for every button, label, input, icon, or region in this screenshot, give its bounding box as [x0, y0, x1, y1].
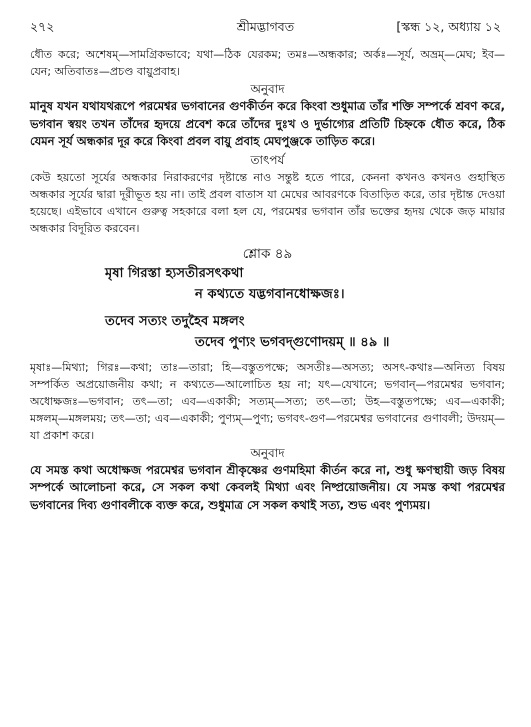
chapter-reference: [স্কন্ধ ১২, অধ্যায় ১২	[396, 19, 501, 34]
synonyms-text: মৃষাঃ—মিথ্যা; গিরঃ—কথা; তাঃ—তারা; হি—বস্তুতপক্ষে; অসতীঃ—অসত্য; অসৎ-কথাঃ—অনিত্য বিষয় সম্পর্কিত অপ্রয়োজনীয় কথা; ন কথ্যতে—আলোচিত হয় না; যৎ—যেখানে; ভগবান্—পরমেশ্বর ভগবান; অধোক্ষজঃ—ভগবান; তৎ—তা; এব—একাকী; সত্যম্—সত্য; তৎ—তা; উহ—বস্তুতপক্ষে; এব—একাকী; মঙ্গলম্—মঙ্গলময়; তৎ—তা; এব—একাকী; পুণ্যম্—পুণ্য; ভগবৎ-গুণ—পরমেশ্বর ভগবানের গুণাবলী; উদয়ম্—যা প্রকাশ করে।	[30, 360, 505, 442]
verse-line: ন কথ্যতে যদ্ভগবানধোক্ষজঃ।	[195, 286, 345, 302]
translation-text: যে সমস্ত কথা অধোক্ষজ পরমেশ্বর ভগবান শ্রীকৃষ্ণের গুণমহিমা কীর্তন করে না, শুধু ক্ষণস্থায়ী জড় বিষয় সম্পর্কে আলোচনা করে, সে সকল কথা কেবলই মিথ্যা এবং নিষ্প্রয়োজনীয়। যে সমস্ত কথা পরমেশ্বর ভগবানের দিব্য গুণাবলীকে ব্যক্ত করে, শুধুমাত্র সে সকল কথাই সত্য, শুভ এবং পুণ্যময়।	[30, 462, 505, 512]
translation-heading: অনুবাদ	[250, 82, 285, 96]
purport-text: কেউ হয়তো সূর্যের অন্ধকার নিরাকরণের দৃষ্টান্তে নাও সন্তুষ্ট হতে পারে, কেননা কখনও কখনও গুহাস্থিত অন্ধকার সূর্যের দ্বারা দূরীভূত হয় না। তাই প্রবল বাতাস যা মেঘের আবরণকে বিতাড়িত করে, তার দৃষ্টান্ত দেওয়া হয়েছে। এইভাবে এখানে গুরুত্ব সহকারে বলা হল যে, পরমেশ্বর ভগবান তাঁর ভক্তের হৃদয় থেকে জড় মায়ার অন্ধকার বিদূরিত করবেন।	[30, 170, 505, 235]
verse-line: তদেব পুণ্যং ভগবদ্গুণোদয়ম্ ॥ ৪৯ ॥	[195, 334, 390, 350]
verse-line: তদেব সত্যং তদুহৈব মঙ্গলং	[105, 313, 245, 329]
purport-heading: তাৎপর্য	[250, 152, 285, 167]
page-number: ২৭২	[30, 19, 55, 34]
book-title: শ্রীমদ্ভাগবত	[236, 19, 295, 34]
synonyms-continued: ধৌত করে; অশেষম্—সামগ্রিকভাবে; যথা—ঠিক যেরকম; তমঃ—অন্ধকার; অর্কঃ—সূর্য, অভ্রম্—মেঘ; ইব—যেন; অতিবাতঃ—প্রচণ্ড বায়ুপ্রবাহ।	[30, 48, 505, 78]
translation-heading: অনুবাদ	[250, 445, 285, 460]
page-body	[30, 46, 505, 515]
running-header	[30, 18, 501, 36]
translation-text: মানুষ যখন যথাযথরূপে পরমেশ্বর ভগবানের গুণকীর্তন করে কিংবা শুধুমাত্র তাঁর শক্তি সম্পর্কে শ্রবণ করে, ভগবান স্বয়ং তখন তাঁদের হৃদয়ে প্রবেশ করে তাঁদের দুঃখ ও দুর্ভাগ্যের প্রতিটি চিহ্নকে ধৌত করে, ঠিক যেমন সূর্য অন্ধকার দূর করে কিংবা প্রবল বায়ু প্রবাহ মেঘপুঞ্জকে তাড়িত করে।	[30, 99, 505, 149]
verse-number: শ্লোক ৪৯	[242, 245, 293, 262]
verse-line: মৃষা গিরস্তা হ্যসতীরসৎকথা	[105, 265, 244, 281]
